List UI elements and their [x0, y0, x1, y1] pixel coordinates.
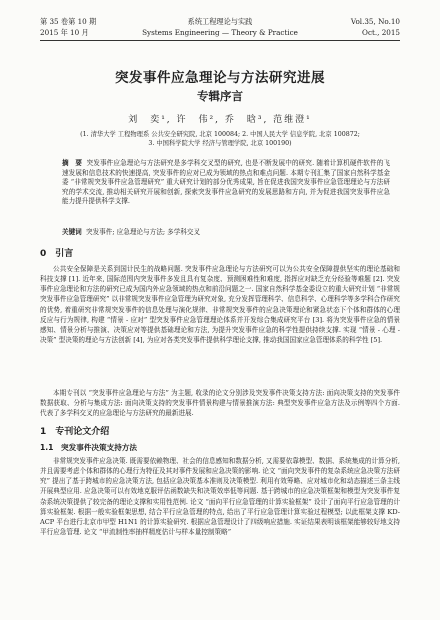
affiliation-line: 3. 中国科学院大学 经济与管理学院, 北京 100190) [148, 140, 292, 147]
journal-volume: 第 35 卷第 10 期 [40, 17, 97, 26]
introduction-paragraph: 公共安全保障是关系到国计民生的战略问题. 突发事件应急理论与方法研究可以为公共安全保障提供坚实的理论基础和科技支撑 [1]. 近年来, 国际范围内突发事件多发且具有复杂度、预测困难性和难度, 指挥应对缺乏充分经验等难题 [2]. 突发事件应急理论和方法的研究已成为国内外应急领域的热点和前沿问题之一. 国家自然科学基金委设立的重大研究计划 “非常规突发事件应急管理研究” 以非常规突发事件应急管理为研究对象, 充分发挥管理科学、信息科学、心理科学等多学科合作研究的优势, 着重研究非常规突发事件的信息处理与演化规律、非常规突发事件的应急决策理论和紧急状态下个体和群体的心理反应与行为规律, 构建 “情景 - 应对” 型突发事件应急管理理论体系并开发综合集成研究平台 [3]. 将为突发事件应急的情景感知、情景分析与推演、决策应对等提供基础理论和方法, 为提升突发事件应急的科学性提供持续支撑. 实现 “情景 - 心理 - 决策” 型决策的理论与方法创新 [4], 为应对各类突发事件提供科学理论支撑, 推动我国国家应急管理体系的科学性 [5]. [40, 265, 400, 345]
keywords [62, 228, 390, 238]
journal-name-en: Systems Engineering — Theory & Practice [142, 28, 298, 37]
section-heading-papers: 1 专刊论文介绍 [40, 427, 110, 437]
decision-support-paragraph: 非常规突发事件应急决策. 既需要依赖物理、社会的信息感知和数据分析, 又需要依靠模型、数据、系统集成的计算分析, 并且需要考虑个体和群体的心理行为特征及其对事件发展和应急决策的影响. 论文 “面向突发事件的复杂系统应急决策方法研究” 提出了基于跨城市的应急决策方法, 包括应急决策基本准则及决策模型. 利用有效筹略、应对城市化和动态描述三条主线开展典型应用. 应急决策可以有效地克服评估函数缺失和决策效率低等问题. 基于跨城市的应急决策框架和模型为突发事件复杂系统决策提供了较完备的理论支撑和实用性范例. 论文 “面向平行应急管理的计算实验框架” 设计了面向平行应急管理的计算实验框架. 根据一般实验框架思想, 结合平行应急管理的特点, 给出了平行应急管理计算实验过程模型; 以此框架支撑 KD-ACP 平台进行北京市甲型 H1N1 的计算实验研究. 根据应急管理设计了四级响应措施. 实证结果表明该框架能够较好地支持平行应急管理. 论文 “甲流制性率抽样精度估计与样本量控制策略” [40, 457, 400, 537]
paper-title: 突发事件应急理论与方法研究进展 [115, 70, 325, 86]
paper-subtitle: 专辑序言 [197, 89, 243, 103]
keywords-label: 关键词 [62, 228, 82, 236]
journal-date-en: Oct., 2015 [362, 28, 400, 37]
introduction-paragraph: 本期专刊以 “突发事件应急理论与方法” 为主题, 收录的论文分别涉及突发事件决策支持方法: 面向决策支持的突发事件数据获取、分析与集成方法: 面向决策支持的突发事件情景构建与情景推演方法: 典型突发事件应急方法及示例等四个方面. 代表了多学科交叉的应急理论与方法研究的最新进展. [40, 389, 400, 418]
header-rule [40, 40, 400, 41]
author-list: 刘 奕¹, 许 伟², 乔 晗³, 范维澄¹ [128, 115, 312, 125]
affiliation-line: (1. 清华大学 工程物理系 公共安全研究院, 北京 100084; 2. 中国人民大学 信息学院, 北京 100872; [80, 131, 360, 138]
abstract [62, 159, 390, 207]
journal-volume-en: Vol.35, No.10 [350, 17, 400, 26]
section-heading-introduction: 0 引言 [40, 249, 74, 259]
journal-date: 2015 年 10 月 [40, 28, 89, 37]
keywords-text: 突发事件; 应急理论与方法; 多学科交叉 [85, 228, 201, 236]
journal-name: 系统工程理论与实践 [187, 17, 253, 26]
abstract-label: 摘 要 [62, 159, 83, 167]
abstract-text: 突发事件应急理论与方法研究是多学科交叉型的研究, 也是不断发展中的研究. 随着计算机硬件软件的飞速发展和信息技术的快速提高, 突发事件的应对已成为领域的热点和难点问题. 本期专刊汇集了国家自然科学基金委 “非常规突发事件应急管理研究” 重大研究计划的部分优秀成果, 旨在促进我国突发事件应急管理理论与方法研究的学术交流, 推动相关研究开展和创新, 探索突发事件应急研究的发展思路和方向, 并为促进我国突发事件应急能力提升提供科学支撑. [62, 159, 391, 206]
subsection-heading-decision-support: 1.1 突发事件决策支持方法 [40, 443, 137, 452]
